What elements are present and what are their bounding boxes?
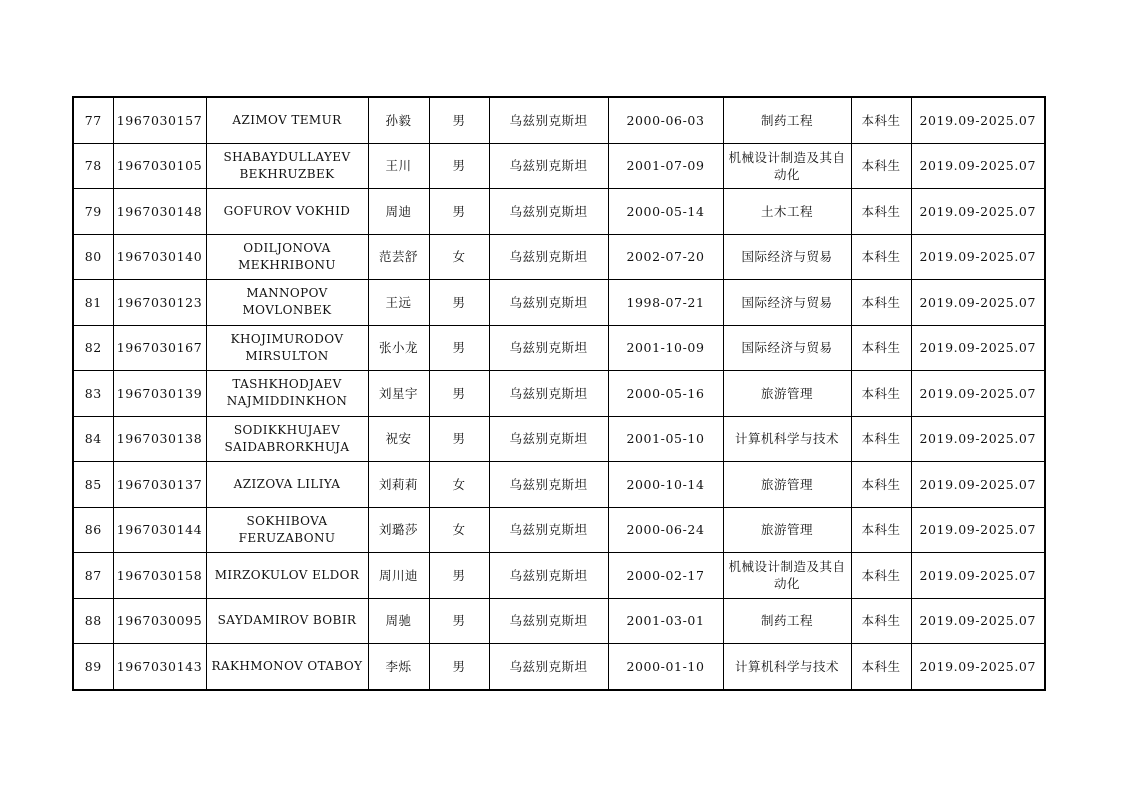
- student-id-cell: 1967030157: [113, 97, 206, 143]
- study-period-cell: 2019.09-2025.07: [911, 189, 1045, 235]
- passport-name-cell: AZIMOV TEMUR: [206, 97, 368, 143]
- degree-level-cell: 本科生: [851, 280, 911, 326]
- degree-level-cell: 本科生: [851, 97, 911, 143]
- passport-name-cell: MANNOPOV MOVLONBEK: [206, 280, 368, 326]
- chinese-name-cell: 周川迪: [368, 553, 429, 599]
- row-number-cell: 78: [73, 143, 113, 189]
- chinese-name-cell: 范芸舒: [368, 234, 429, 280]
- student-id-cell: 1967030143: [113, 644, 206, 690]
- study-period-cell: 2019.09-2025.07: [911, 416, 1045, 462]
- study-period-cell: 2019.09-2025.07: [911, 598, 1045, 644]
- table-row: [73, 553, 1045, 599]
- passport-name-cell: SHABAYDULLAYEV BEKHRUZBEK: [206, 143, 368, 189]
- nationality-cell: 乌兹别克斯坦: [489, 462, 608, 508]
- study-period-cell: 2019.09-2025.07: [911, 234, 1045, 280]
- gender-cell: 男: [429, 416, 489, 462]
- study-period-cell: 2019.09-2025.07: [911, 553, 1045, 599]
- birth-date-cell: 2001-10-09: [608, 325, 723, 371]
- row-number-cell: 84: [73, 416, 113, 462]
- major-cell: 制药工程: [723, 97, 851, 143]
- nationality-cell: 乌兹别克斯坦: [489, 644, 608, 690]
- chinese-name-cell: 周迪: [368, 189, 429, 235]
- row-number-cell: 79: [73, 189, 113, 235]
- degree-level-cell: 本科生: [851, 462, 911, 508]
- gender-cell: 男: [429, 280, 489, 326]
- chinese-name-cell: 刘星宇: [368, 371, 429, 417]
- roster-body: [73, 97, 1045, 690]
- table-row: [73, 416, 1045, 462]
- study-period-cell: 2019.09-2025.07: [911, 371, 1045, 417]
- degree-level-cell: 本科生: [851, 553, 911, 599]
- table-row: [73, 280, 1045, 326]
- table-row: [73, 143, 1045, 189]
- nationality-cell: 乌兹别克斯坦: [489, 189, 608, 235]
- nationality-cell: 乌兹别克斯坦: [489, 416, 608, 462]
- passport-name-cell: SODIKKHUJAEV SAIDABRORKHUJA: [206, 416, 368, 462]
- table-row: [73, 371, 1045, 417]
- passport-name-cell: TASHKHODJAEV NAJMIDDINKHON: [206, 371, 368, 417]
- gender-cell: 男: [429, 644, 489, 690]
- table-row: [73, 97, 1045, 143]
- major-cell: 旅游管理: [723, 462, 851, 508]
- degree-level-cell: 本科生: [851, 598, 911, 644]
- major-cell: 土木工程: [723, 189, 851, 235]
- student-id-cell: 1967030095: [113, 598, 206, 644]
- student-id-cell: 1967030144: [113, 507, 206, 553]
- gender-cell: 男: [429, 97, 489, 143]
- chinese-name-cell: 王川: [368, 143, 429, 189]
- nationality-cell: 乌兹别克斯坦: [489, 598, 608, 644]
- chinese-name-cell: 张小龙: [368, 325, 429, 371]
- table-row: [73, 462, 1045, 508]
- gender-cell: 男: [429, 189, 489, 235]
- major-cell: 计算机科学与技术: [723, 416, 851, 462]
- passport-name-cell: MIRZOKULOV ELDOR: [206, 553, 368, 599]
- table-row: [73, 507, 1045, 553]
- chinese-name-cell: 李烁: [368, 644, 429, 690]
- row-number-cell: 82: [73, 325, 113, 371]
- chinese-name-cell: 刘莉莉: [368, 462, 429, 508]
- passport-name-cell: ODILJONOVA MEKHRIBONU: [206, 234, 368, 280]
- degree-level-cell: 本科生: [851, 644, 911, 690]
- birth-date-cell: 2000-05-16: [608, 371, 723, 417]
- birth-date-cell: 2000-06-03: [608, 97, 723, 143]
- gender-cell: 男: [429, 553, 489, 599]
- gender-cell: 男: [429, 325, 489, 371]
- gender-cell: 女: [429, 234, 489, 280]
- degree-level-cell: 本科生: [851, 143, 911, 189]
- major-cell: 国际经济与贸易: [723, 280, 851, 326]
- row-number-cell: 87: [73, 553, 113, 599]
- row-number-cell: 81: [73, 280, 113, 326]
- passport-name-cell: RAKHMONOV OTABOY: [206, 644, 368, 690]
- major-cell: 计算机科学与技术: [723, 644, 851, 690]
- birth-date-cell: 2000-06-24: [608, 507, 723, 553]
- birth-date-cell: 2001-07-09: [608, 143, 723, 189]
- chinese-name-cell: 祝安: [368, 416, 429, 462]
- passport-name-cell: AZIZOVA LILIYA: [206, 462, 368, 508]
- table-row: [73, 189, 1045, 235]
- row-number-cell: 85: [73, 462, 113, 508]
- row-number-cell: 77: [73, 97, 113, 143]
- nationality-cell: 乌兹别克斯坦: [489, 143, 608, 189]
- study-period-cell: 2019.09-2025.07: [911, 97, 1045, 143]
- row-number-cell: 86: [73, 507, 113, 553]
- table-row: [73, 644, 1045, 690]
- birth-date-cell: 2000-05-14: [608, 189, 723, 235]
- table-row: [73, 325, 1045, 371]
- major-cell: 机械设计制造及其自动化: [723, 553, 851, 599]
- student-id-cell: 1967030105: [113, 143, 206, 189]
- birth-date-cell: 2001-03-01: [608, 598, 723, 644]
- degree-level-cell: 本科生: [851, 371, 911, 417]
- degree-level-cell: 本科生: [851, 189, 911, 235]
- birth-date-cell: 2002-07-20: [608, 234, 723, 280]
- row-number-cell: 83: [73, 371, 113, 417]
- student-id-cell: 1967030158: [113, 553, 206, 599]
- student-id-cell: 1967030140: [113, 234, 206, 280]
- study-period-cell: 2019.09-2025.07: [911, 143, 1045, 189]
- major-cell: 旅游管理: [723, 371, 851, 417]
- degree-level-cell: 本科生: [851, 325, 911, 371]
- chinese-name-cell: 周驰: [368, 598, 429, 644]
- birth-date-cell: 2001-05-10: [608, 416, 723, 462]
- table-row: [73, 234, 1045, 280]
- major-cell: 制药工程: [723, 598, 851, 644]
- passport-name-cell: KHOJIMURODOV MIRSULTON: [206, 325, 368, 371]
- degree-level-cell: 本科生: [851, 234, 911, 280]
- major-cell: 机械设计制造及其自动化: [723, 143, 851, 189]
- row-number-cell: 80: [73, 234, 113, 280]
- study-period-cell: 2019.09-2025.07: [911, 325, 1045, 371]
- gender-cell: 女: [429, 462, 489, 508]
- birth-date-cell: 1998-07-21: [608, 280, 723, 326]
- row-number-cell: 88: [73, 598, 113, 644]
- chinese-name-cell: 孙毅: [368, 97, 429, 143]
- chinese-name-cell: 王远: [368, 280, 429, 326]
- student-id-cell: 1967030167: [113, 325, 206, 371]
- nationality-cell: 乌兹别克斯坦: [489, 234, 608, 280]
- passport-name-cell: SOKHIBOVA FERUZABONU: [206, 507, 368, 553]
- study-period-cell: 2019.09-2025.07: [911, 462, 1045, 508]
- major-cell: 国际经济与贸易: [723, 325, 851, 371]
- row-number-cell: 89: [73, 644, 113, 690]
- student-id-cell: 1967030123: [113, 280, 206, 326]
- birth-date-cell: 2000-02-17: [608, 553, 723, 599]
- degree-level-cell: 本科生: [851, 507, 911, 553]
- nationality-cell: 乌兹别克斯坦: [489, 325, 608, 371]
- birth-date-cell: 2000-10-14: [608, 462, 723, 508]
- nationality-cell: 乌兹别克斯坦: [489, 97, 608, 143]
- table-row: [73, 598, 1045, 644]
- chinese-name-cell: 刘璐莎: [368, 507, 429, 553]
- nationality-cell: 乌兹别克斯坦: [489, 553, 608, 599]
- gender-cell: 男: [429, 598, 489, 644]
- nationality-cell: 乌兹别克斯坦: [489, 280, 608, 326]
- student-id-cell: 1967030148: [113, 189, 206, 235]
- gender-cell: 男: [429, 371, 489, 417]
- passport-name-cell: GOFUROV VOKHID: [206, 189, 368, 235]
- birth-date-cell: 2000-01-10: [608, 644, 723, 690]
- passport-name-cell: SAYDAMIROV BOBIR: [206, 598, 368, 644]
- study-period-cell: 2019.09-2025.07: [911, 280, 1045, 326]
- nationality-cell: 乌兹别克斯坦: [489, 371, 608, 417]
- major-cell: 旅游管理: [723, 507, 851, 553]
- study-period-cell: 2019.09-2025.07: [911, 644, 1045, 690]
- gender-cell: 男: [429, 143, 489, 189]
- major-cell: 国际经济与贸易: [723, 234, 851, 280]
- student-id-cell: 1967030138: [113, 416, 206, 462]
- gender-cell: 女: [429, 507, 489, 553]
- nationality-cell: 乌兹别克斯坦: [489, 507, 608, 553]
- student-id-cell: 1967030137: [113, 462, 206, 508]
- degree-level-cell: 本科生: [851, 416, 911, 462]
- student-roster-table: [72, 96, 1046, 691]
- student-id-cell: 1967030139: [113, 371, 206, 417]
- study-period-cell: 2019.09-2025.07: [911, 507, 1045, 553]
